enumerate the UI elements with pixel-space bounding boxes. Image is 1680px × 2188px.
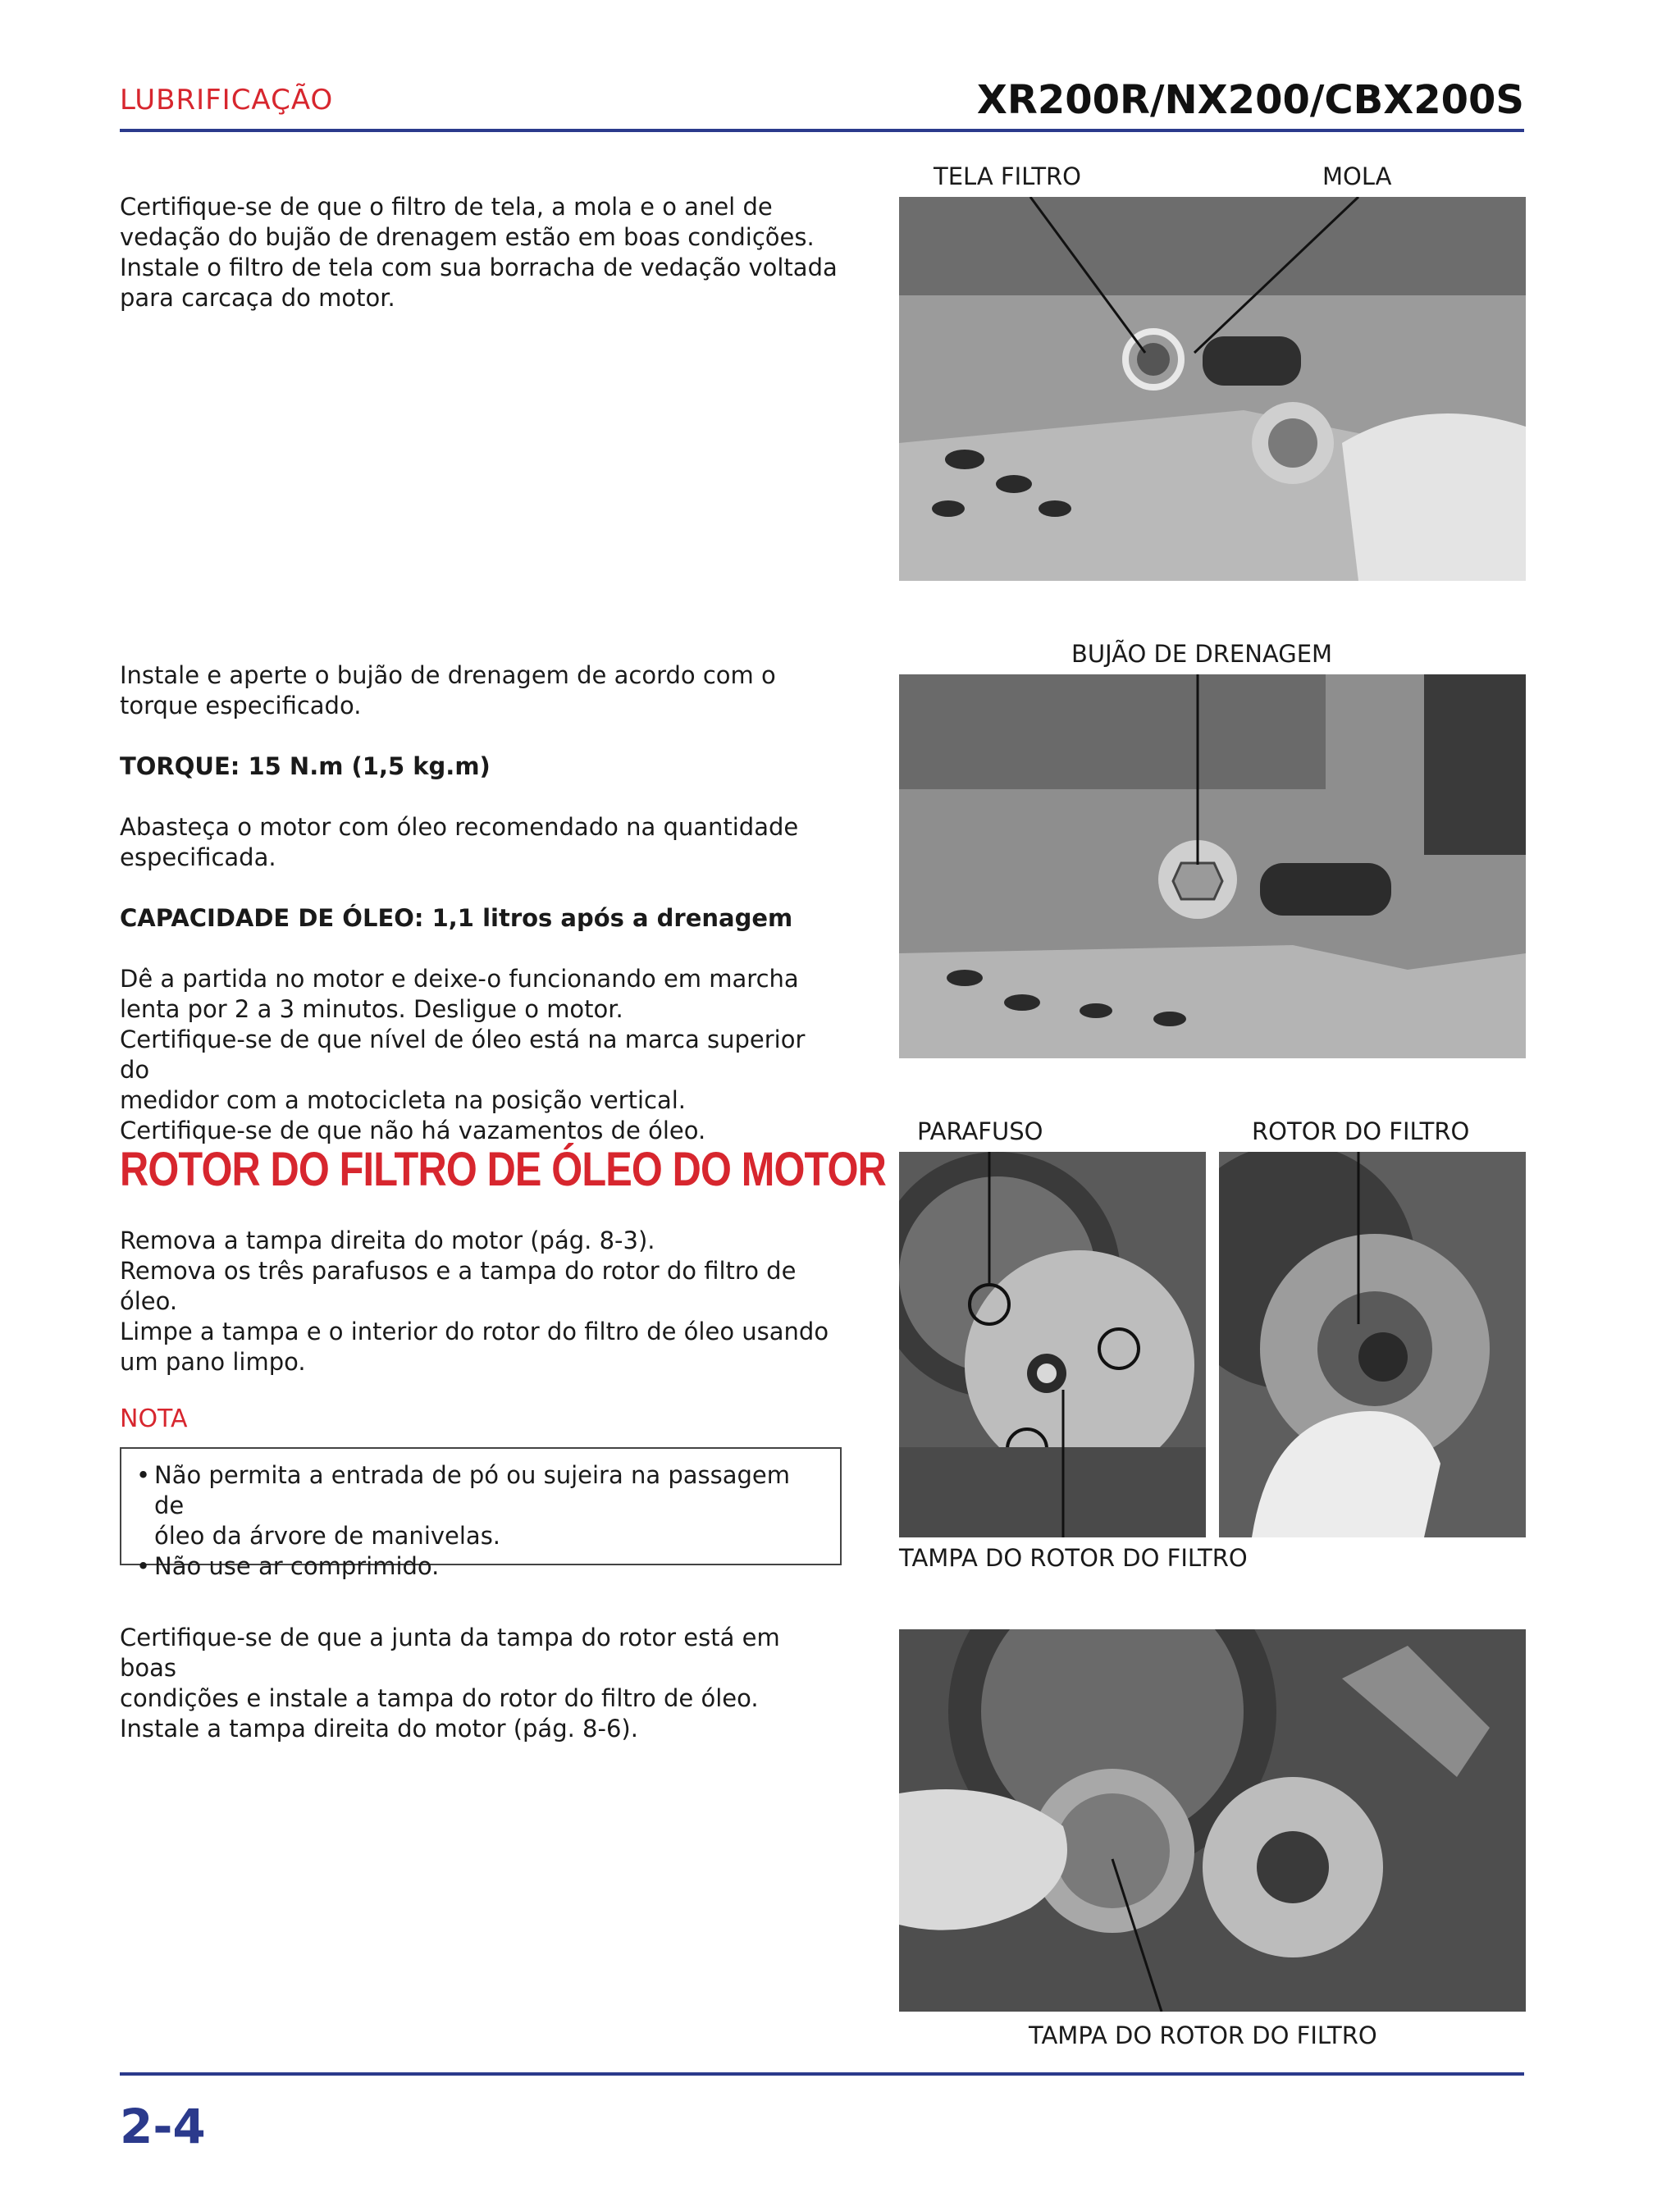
text-line: Remova os três parafusos e a tampa do rotor do filtro de <box>120 1257 797 1285</box>
bullet: • <box>136 1461 151 1489</box>
text-line: Remova a tampa direita do motor (pág. 8-3). <box>120 1226 655 1254</box>
caption-tampa-rotor-1: TAMPA DO ROTOR DO FILTRO <box>899 1544 1248 1572</box>
note-label: NOTA <box>120 1405 188 1433</box>
photo-rotor-cover-bolts <box>899 1152 1206 1537</box>
text-line: óleo da árvore de manivelas. <box>154 1522 501 1550</box>
text-line: Certifique-se de que o filtro de tela, a mola e o anel de <box>120 193 773 221</box>
torque-value: : 15 N.m (1,5 kg.m) <box>230 752 491 780</box>
text-line: Dê a partida no motor e deixe-o funcionando em marcha <box>120 965 799 993</box>
text-line: Certifique-se de que a junta da tampa do rotor está em boas <box>120 1624 780 1682</box>
caption-tela-filtro: TELA FILTRO <box>934 162 1082 190</box>
photo-rotor-cleaning <box>1219 1152 1526 1537</box>
text-line: Limpe a tampa e o interior do rotor do filtro de óleo usando <box>120 1318 829 1345</box>
section-heading: ROTOR DO FILTRO DE ÓLEO DO MOTOR <box>120 1143 886 1196</box>
text-line: Instale o filtro de tela com sua borracha de vedação voltada <box>120 254 838 281</box>
text-line: medidor com a motocicleta na posição vertical. <box>120 1086 687 1114</box>
text-line: Certifique-se de que nível de óleo está na marca superior do <box>120 1025 806 1084</box>
text-line: Instale a tampa direita do motor (pág. 8-6). <box>120 1715 638 1743</box>
photo-rotor-cover-install <box>899 1629 1526 2012</box>
filter-screen-instructions <box>120 192 842 313</box>
text-line: torque especificado. <box>120 692 362 719</box>
text-line: lenta por 2 a 3 minutos. Desligue o motor. <box>120 995 623 1023</box>
footer-rule <box>120 2072 1524 2076</box>
section-title: LUBRIFICAÇÃO <box>120 84 334 116</box>
text-line: para carcaça do motor. <box>120 284 395 312</box>
photo-drain-plug <box>899 674 1526 1058</box>
header-rule <box>120 129 1524 132</box>
note-item <box>136 1551 825 1582</box>
photo-filter-screen-spring <box>899 197 1526 581</box>
note-item <box>136 1460 825 1551</box>
caption-rotor-filtro: ROTOR DO FILTRO <box>1252 1117 1470 1145</box>
caption-mola: MOLA <box>1322 162 1392 190</box>
text-line: Certifique-se de que não há vazamentos de óleo. <box>120 1117 706 1144</box>
text-line: Instale e aperte o bujão de drenagem de acordo com o <box>120 661 776 689</box>
torque-label: TORQUE <box>120 752 231 780</box>
text-line: vedação do bujão de drenagem estão em boas condições. <box>120 223 815 251</box>
caption-bujao: BUJÃO DE DRENAGEM <box>1071 640 1333 668</box>
text-line: Não permita a entrada de pó ou sujeira na passagem de <box>154 1461 790 1519</box>
text-line: Não use ar comprimido. <box>154 1552 440 1580</box>
text-line: condições e instale a tampa do rotor do filtro de óleo. <box>120 1684 759 1712</box>
text-line: um pano limpo. <box>120 1348 306 1376</box>
bullet: • <box>136 1552 151 1580</box>
capacity-label: CAPACIDADE DE ÓLEO <box>120 904 414 932</box>
capacity-value: : 1,1 litros após a drenagem <box>413 904 793 932</box>
torque-spec <box>120 751 842 782</box>
note-box <box>120 1447 842 1580</box>
text-line: óleo. <box>120 1287 178 1315</box>
rotor-install-instructions <box>120 1623 842 1744</box>
caption-tampa-rotor-2: TAMPA DO ROTOR DO FILTRO <box>1029 2021 1377 2049</box>
model-title: XR200R/NX200/CBX200S <box>976 77 1524 123</box>
text-line: especificada. <box>120 843 276 871</box>
rotor-removal-instructions <box>120 1226 842 1377</box>
page-number: 2-4 <box>120 2099 206 2154</box>
drain-plug-instructions <box>120 660 842 1146</box>
text-line: Abasteça o motor com óleo recomendado na quantidade <box>120 813 799 841</box>
caption-parafuso: PARAFUSO <box>917 1117 1043 1145</box>
oil-capacity-spec <box>120 903 842 934</box>
